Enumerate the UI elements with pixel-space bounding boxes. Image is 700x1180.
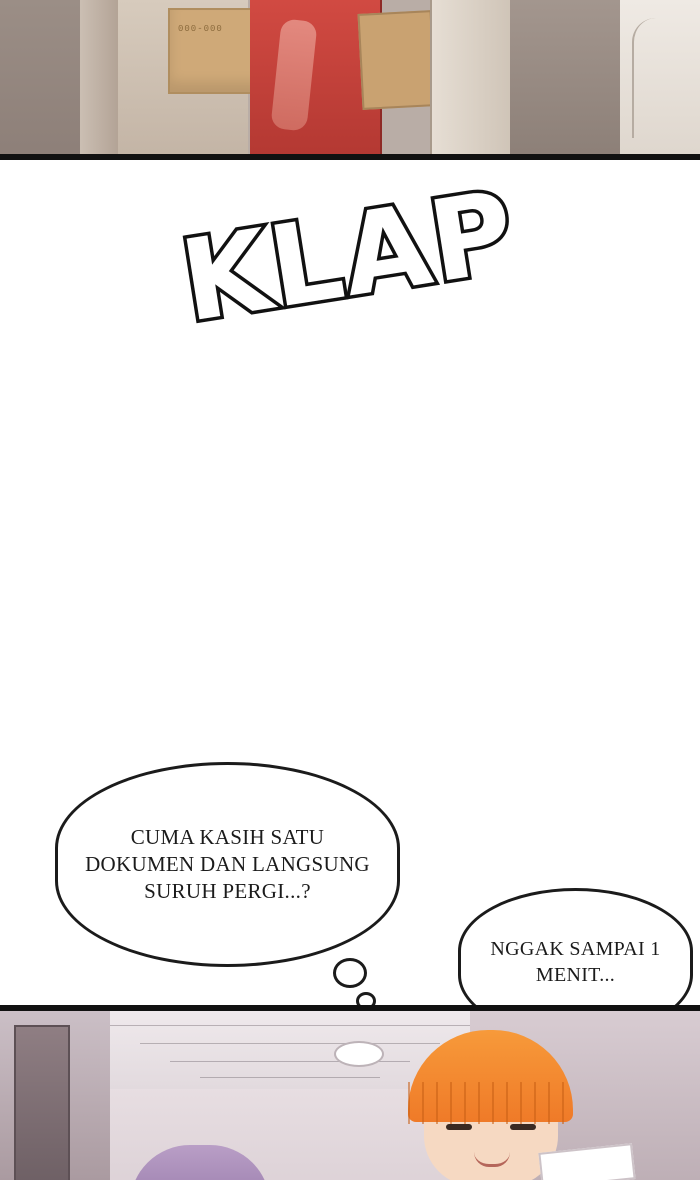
hair	[408, 1030, 573, 1122]
ceiling-line	[200, 1077, 380, 1078]
wall-left-bottom	[0, 1011, 110, 1180]
wall-left	[0, 0, 80, 160]
background-figure	[620, 0, 700, 160]
bubble-tail-dot	[333, 958, 367, 988]
eye-right	[510, 1124, 536, 1130]
speech-bubble-secondary-text: NGGAK SAMPAI 1 MENIT...	[490, 938, 661, 986]
mouth	[474, 1152, 510, 1167]
panel-top	[0, 0, 700, 160]
eye-left	[446, 1124, 472, 1130]
sfx-klap-text: KLAP	[173, 166, 525, 348]
speech-bubble-primary	[55, 762, 400, 967]
figure-outline	[632, 18, 678, 138]
door-panel	[430, 0, 514, 160]
ceiling-lamp	[334, 1041, 384, 1067]
cardboard-box-second	[358, 10, 437, 110]
box-label: 000-000	[178, 24, 223, 34]
door-frame	[80, 0, 118, 160]
hallway	[510, 0, 620, 160]
hair-strands	[408, 1082, 573, 1124]
office-door	[14, 1025, 70, 1180]
ceiling-line	[110, 1025, 470, 1026]
ceiling-line	[140, 1043, 440, 1044]
speech-bubble-primary-text: CUMA KASIH SATU DOKUMEN DAN LANGSUNG SURUH PERGI...?	[85, 825, 370, 903]
